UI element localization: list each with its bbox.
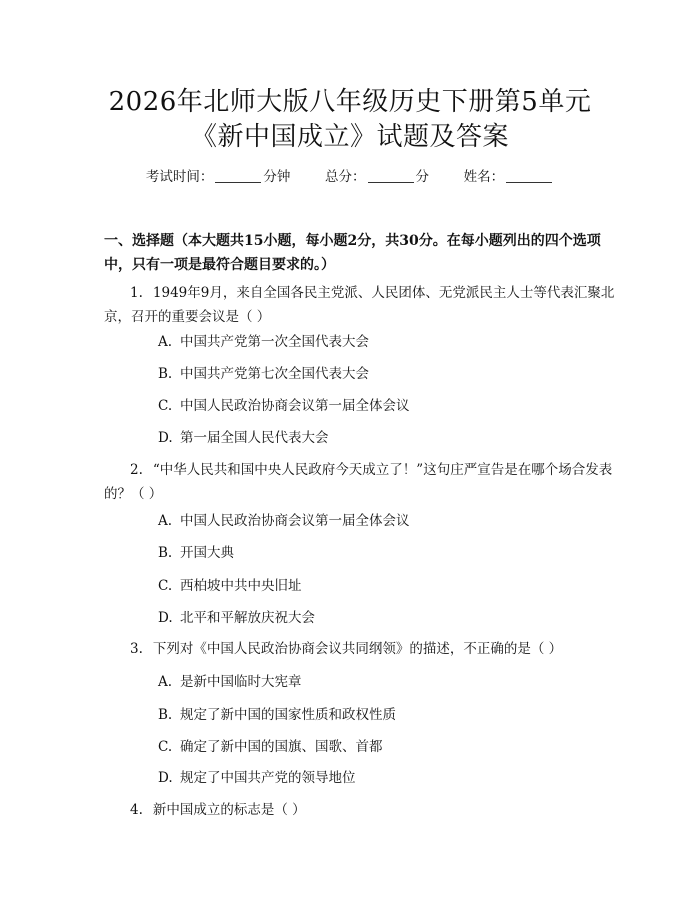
option-text: 西柏坡中共中央旧址 bbox=[180, 578, 302, 594]
option-label: B. bbox=[158, 545, 173, 561]
exam-time-label: 考试时间： bbox=[145, 169, 214, 185]
option-text: 规定了新中国的国家性质和政权性质 bbox=[180, 707, 396, 723]
question-text: “中华人民共和国中央人民政府今天成立了！”这句庄严宣告是在哪个场合发表的？（ ） bbox=[104, 462, 613, 502]
option-label: C. bbox=[158, 739, 173, 755]
question-3-option-c bbox=[158, 738, 618, 756]
option-text: 北平和平解放庆祝大会 bbox=[180, 610, 315, 626]
question-1-option-d bbox=[158, 429, 618, 447]
question-3 bbox=[104, 637, 624, 661]
exam-title-line-1: 2026年北师大版八年级历史下册第5单元 bbox=[108, 87, 592, 117]
total-score-blank bbox=[368, 169, 414, 183]
question-text: 新中国成立的标志是（ ） bbox=[152, 802, 306, 818]
option-text: 是新中国临时大宪章 bbox=[180, 674, 302, 690]
question-2-option-a bbox=[158, 512, 618, 530]
option-label: A. bbox=[158, 334, 173, 350]
option-label: C. bbox=[158, 398, 173, 414]
option-label: B. bbox=[158, 707, 173, 723]
option-text: 开国大典 bbox=[180, 545, 234, 561]
question-2 bbox=[104, 458, 624, 506]
total-score-unit: 分 bbox=[415, 169, 429, 185]
option-text: 中国共产党第七次全国代表大会 bbox=[180, 366, 369, 382]
question-text: 下列对《中国人民政治协商会议共同纲领》的描述，不正确的是（ ） bbox=[152, 641, 563, 657]
section-heading: 一、选择题（本大题共15小题，每小题2分，共30分。在每小题列出的四个选项中，只有一项是最符合题目要求的。） bbox=[104, 233, 601, 273]
question-2-option-b bbox=[158, 544, 618, 562]
option-label: A. bbox=[158, 674, 173, 690]
name-label: 姓名： bbox=[463, 169, 505, 185]
question-number: 2. bbox=[130, 462, 143, 478]
exam-time-blank bbox=[215, 169, 261, 183]
option-text: 规定了中国共产党的领导地位 bbox=[180, 770, 356, 786]
question-2-option-c bbox=[158, 577, 618, 595]
question-3-option-b bbox=[158, 706, 618, 724]
option-text: 中国人民政治协商会议第一届全体会议 bbox=[180, 398, 410, 414]
question-4 bbox=[104, 798, 624, 822]
exam-title-line-2: 《新中国成立》试题及答案 bbox=[190, 122, 509, 152]
question-1 bbox=[104, 281, 624, 329]
exam-info-line bbox=[0, 168, 700, 186]
question-2-option-d bbox=[158, 609, 618, 627]
question-1-option-b bbox=[158, 365, 618, 383]
option-label: D. bbox=[158, 430, 173, 446]
option-text: 中国共产党第一次全国代表大会 bbox=[180, 334, 369, 350]
option-text: 第一届全国人民代表大会 bbox=[180, 430, 329, 446]
option-text: 确定了新中国的国旗、国歌、首都 bbox=[180, 739, 383, 755]
option-label: C. bbox=[158, 578, 173, 594]
question-number: 1. bbox=[130, 285, 143, 301]
question-number: 4. bbox=[130, 802, 143, 818]
option-label: D. bbox=[158, 770, 173, 786]
question-text: 1949年9月，来自全国各民主党派、人民团体、无党派民主人士等代表汇聚北京，召开的重要会议是（ ） bbox=[104, 285, 615, 325]
option-label: B. bbox=[158, 366, 173, 382]
option-label: A. bbox=[158, 513, 173, 529]
exam-time-unit: 分钟 bbox=[263, 169, 291, 185]
question-1-option-c bbox=[158, 397, 618, 415]
name-blank bbox=[506, 169, 552, 183]
option-text: 中国人民政治协商会议第一届全体会议 bbox=[180, 513, 410, 529]
question-3-option-a bbox=[158, 673, 618, 691]
question-3-option-d bbox=[158, 769, 618, 787]
question-1-option-a bbox=[158, 333, 618, 351]
question-number: 3. bbox=[130, 641, 143, 657]
option-label: D. bbox=[158, 610, 173, 626]
total-score-label: 总分： bbox=[325, 169, 366, 185]
